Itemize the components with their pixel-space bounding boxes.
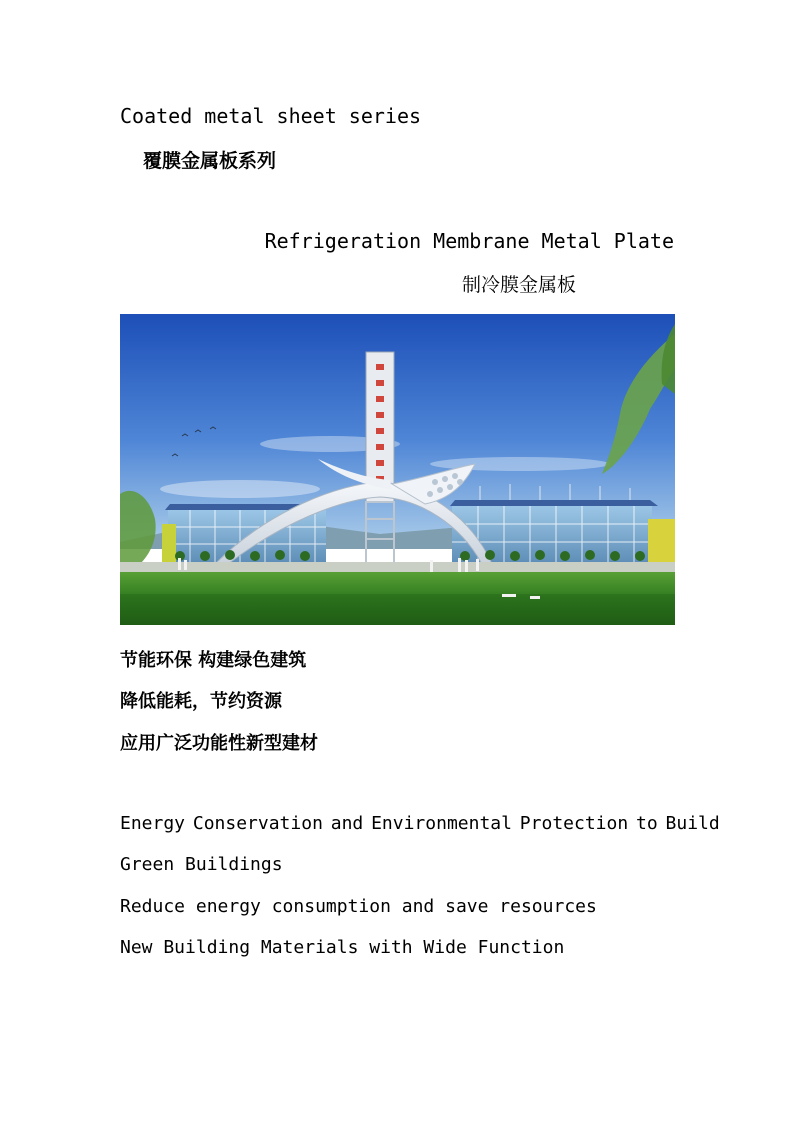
product-name-chinese: 制冷膜金属板 xyxy=(462,274,577,296)
slogan-cn-2: 降低能耗，节约资源 xyxy=(120,691,282,712)
slogan-en-2: Green Buildings xyxy=(120,854,283,875)
slogan-en-4: New Building Materials with Wide Function xyxy=(120,937,565,958)
series-title-chinese: 覆膜金属板系列 xyxy=(143,150,277,172)
series-title-english: Coated metal sheet series xyxy=(120,104,422,128)
building-rendering-photo xyxy=(120,314,675,625)
slogan-cn-3: 应用广泛功能性新型建材 xyxy=(120,733,318,754)
slogan-cn-1: 节能环保 构建绿色建筑 xyxy=(120,650,307,671)
slogan-en-3: Reduce energy consumption and save resources xyxy=(120,896,597,917)
slogan-en-1: Energy Conservation and Environmental Protection to Build xyxy=(120,813,720,834)
product-name-english: Refrigeration Membrane Metal Plate xyxy=(264,229,674,253)
